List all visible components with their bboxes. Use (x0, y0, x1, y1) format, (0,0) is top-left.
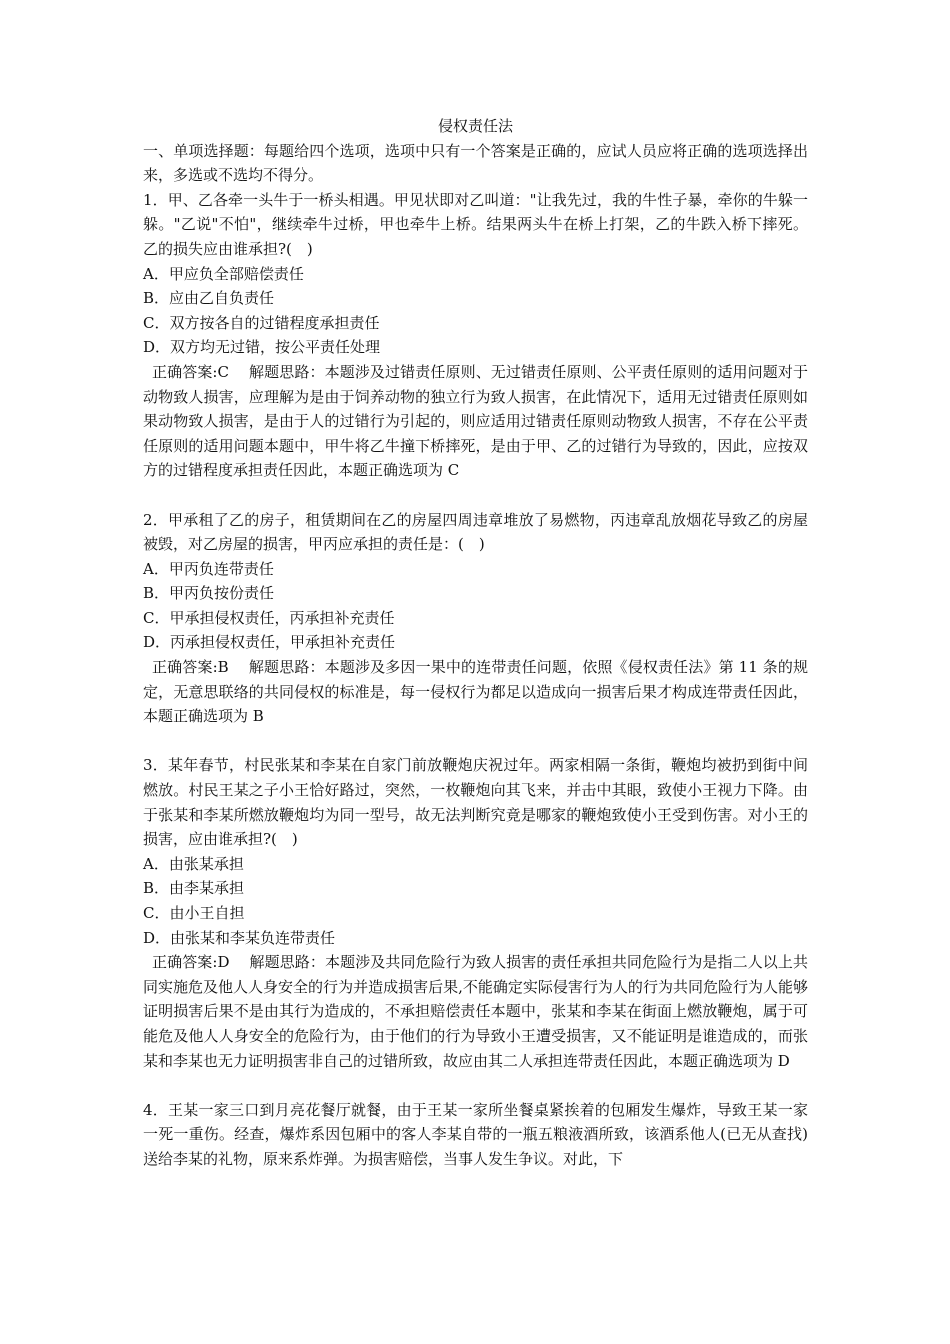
option-a: A．甲丙负连带责任 (143, 559, 274, 578)
option-c: C．甲承担侵权责任，丙承担补充责任 (143, 608, 395, 627)
question-4 (143, 1098, 808, 1172)
option-d: D．由张某和李某负连带责任 (143, 928, 336, 947)
document-page (143, 114, 808, 1172)
option-b: B．应由乙自负责任 (143, 289, 275, 308)
answer-explanation: 正确答案:C 解题思路：本题涉及过错责任原则、无过错责任原则、公平责任原则的适用问题对于动物致人损害，应理解为是由于饲养动物的独立行为致人损害，在此情况下，适用无过错责任原则如果动物致人损害，是由于人的过错行为引起的，则应适用过错责任原则动物致人损害，不存在公平责任原则的适用问题本题中，甲牛将乙牛撞下桥摔死，是由于甲、乙的过错行为导致的，因此，应按双方的过错程度承担责任因此，本题正确选项为 C (143, 362, 808, 480)
question-2 (143, 508, 808, 729)
answer-explanation: 正确答案:D 解题思路：本题涉及共同危险行为致人损害的责任承担共同危险行为是指二人以上共同实施危及他人人身安全的行为并造成损害后果,不能确定实际侵害行为人的行为共同危险行为人能够证明损害后果不是由其行为造成的，不承担赔偿责任本题中，张某和李某在街面上燃放鞭炮，属于可能危及他人人身安全的危险行为，由于他们的行为导致小王遭受损害，又不能证明是谁造成的，而张某和李某也无力证明损害非自己的过错所致，故应由其二人承担连带责任因此，本题正确选项为 D (143, 953, 808, 1070)
option-a: A．由张某承担 (143, 854, 244, 873)
question-stem: 1．甲、乙各牵一头牛于一桥头相遇。甲见状即对乙叫道："让我先过，我的牛性子暴，牵你的牛躲一躲。"乙说"不怕"，继续牵牛过桥，甲也牵牛上桥。结果两头牛在桥上打架，乙的牛跌入桥下摔死。乙的损失应由谁承担?( ) (143, 190, 808, 258)
section-intro: 一、单项选择题：每题给四个选项，选项中只有一个答案是正确的，应试人员应将正确的选项选择出来，多选或不选均不得分。 (143, 141, 808, 185)
spacer (143, 1073, 808, 1098)
option-b: B．甲丙负按份责任 (143, 584, 275, 603)
option-a: A．甲应负全部赔偿责任 (143, 264, 304, 283)
option-d: D．双方均无过错，按公平责任处理 (143, 338, 381, 357)
question-stem: 4．王某一家三口到月亮花餐厅就餐，由于王某一家所坐餐桌紧挨着的包厢发生爆炸，导致王某一家一死一重伤。经查，爆炸系因包厢中的客人李某自带的一瓶五粮液酒所致，该酒系他人(已无从查找)送给李某的礼物，原来系炸弹。为损害赔偿，当事人发生争议。对此，下 (143, 1100, 808, 1168)
option-d: D．丙承担侵权责任，甲承担补充责任 (143, 633, 396, 652)
question-stem: 2．甲承租了乙的房子，租赁期间在乙的房屋四周违章堆放了易燃物，丙违章乱放烟花导致乙的房屋被毁，对乙房屋的损害，甲丙应承担的责任是：( ) (143, 510, 808, 554)
option-c: C．双方按各自的过错程度承担责任 (143, 313, 380, 332)
option-c: C．由小王自担 (143, 904, 245, 922)
spacer (143, 729, 808, 754)
page-title: 侵权责任法 (437, 117, 513, 135)
question-1 (143, 188, 808, 483)
question-3 (143, 753, 808, 1073)
answer-explanation: 正确答案:B 解题思路：本题涉及多因一果中的连带责任问题，依照《侵权责任法》第 11 条的规定，无意思联络的共同侵权的标准是，每一侵权行为都足以造成向一损害后果才构成连带责任因此，本题正确选项为 B (143, 658, 808, 726)
question-stem: 3．某年春节，村民张某和李某在自家门前放鞭炮庆祝过年。两家相隔一条街，鞭炮均被扔到街中间燃放。村民王某之子小王恰好路过，突然，一枚鞭炮向其飞来，并击中其眼，致使小王视力下降。由于张某和李某所燃放鞭炮均为同一型号，故无法判断究竟是哪家的鞭炮致使小王受到伤害。对小王的损害，应由谁承担?( ) (143, 756, 808, 849)
option-b: B．由李某承担 (143, 879, 245, 898)
spacer (143, 483, 808, 508)
